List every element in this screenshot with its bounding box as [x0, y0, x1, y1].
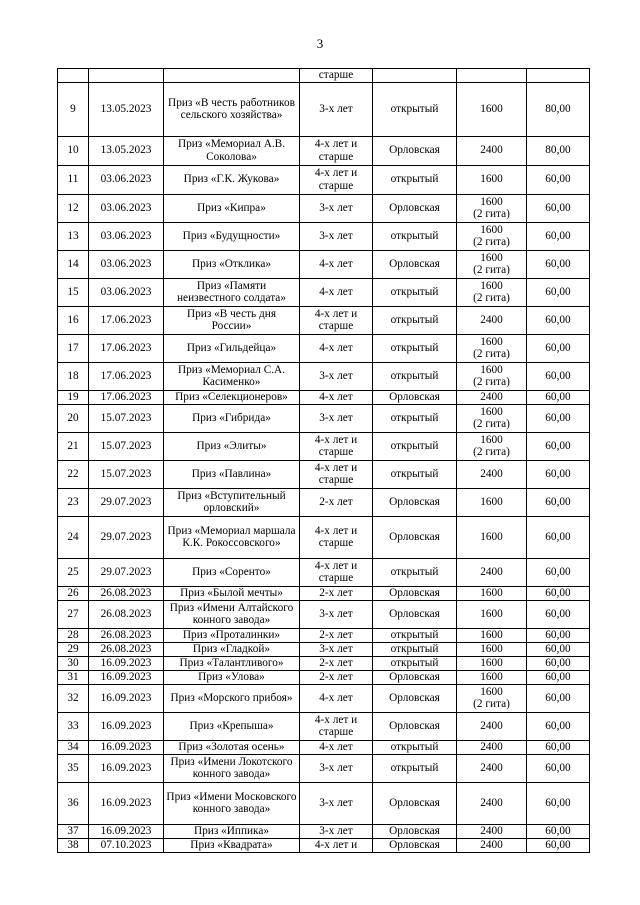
age-cell: 4-х лет и [300, 838, 373, 852]
row-number-cell: 21 [58, 432, 89, 460]
date-cell: 13.05.2023 [89, 136, 164, 165]
table-row [58, 390, 590, 404]
breed-cell: Орловская [373, 838, 457, 852]
breed-cell: Орловская [373, 586, 457, 600]
table-row [58, 712, 590, 740]
prize-sum-cell: 60,00 [527, 306, 590, 334]
age-cell: 4-х лет и старше [300, 558, 373, 586]
age-cell: 3-х лет [300, 82, 373, 136]
prize-sum-cell: 60,00 [527, 194, 590, 222]
date-cell: 16.09.2023 [89, 712, 164, 740]
age-cell: 4-х лет и старше [300, 136, 373, 165]
table-row [58, 600, 590, 628]
date-cell: 17.06.2023 [89, 390, 164, 404]
table-row [58, 824, 590, 838]
prize-sum-cell: 60,00 [527, 656, 590, 670]
prize-name-cell: Приз «Мемориал А.В. Соколова» [164, 136, 300, 165]
prize-name-cell: Приз «Имени Алтайского конного завода» [164, 600, 300, 628]
breed-cell: открытый [373, 222, 457, 250]
date-cell: 26.08.2023 [89, 586, 164, 600]
table-row [58, 306, 590, 334]
breed-cell: Орловская [373, 684, 457, 712]
prize-name-cell: Приз «В честь дня России» [164, 306, 300, 334]
prize-name-cell: Приз «Имени Локотского конного завода» [164, 754, 300, 782]
prize-name-cell: Приз «Золотая осень» [164, 740, 300, 754]
prize-name-cell: Приз «Вступительный орловский» [164, 488, 300, 516]
prize-sum-cell: 60,00 [527, 670, 590, 684]
date-cell: 17.06.2023 [89, 306, 164, 334]
row-number-cell: 38 [58, 838, 89, 852]
row-number-cell: 20 [58, 404, 89, 432]
table-row [58, 165, 590, 194]
breed-cell: Орловская [373, 782, 457, 824]
distance-cell: 1600 [457, 488, 527, 516]
prize-name-cell: Приз «Мемориал С.А. Касименко» [164, 362, 300, 390]
date-cell: 26.08.2023 [89, 642, 164, 656]
row-number-cell: 19 [58, 390, 89, 404]
table-row [58, 642, 590, 656]
distance-cell: 1600 [457, 600, 527, 628]
prize-name-cell: Приз «Былой мечты» [164, 586, 300, 600]
row-number-cell: 24 [58, 516, 89, 558]
distance-cell: 1600 [457, 656, 527, 670]
breed-cell: открытый [373, 740, 457, 754]
table-row [58, 628, 590, 642]
table-body [58, 69, 590, 853]
breed-cell: открытый [373, 306, 457, 334]
date-cell: 15.07.2023 [89, 432, 164, 460]
date-cell [89, 69, 164, 83]
page-number: 3 [316, 36, 324, 51]
distance-cell: 2400 [457, 740, 527, 754]
prize-name-cell: Приз «Г.К. Жукова» [164, 165, 300, 194]
distance-cell: 2400 [457, 838, 527, 852]
breed-cell: открытый [373, 334, 457, 362]
date-cell: 03.06.2023 [89, 278, 164, 306]
prize-name-cell: Приз «Памяти неизвестного солдата» [164, 278, 300, 306]
prize-sum-cell: 60,00 [527, 558, 590, 586]
prize-sum-cell: 60,00 [527, 362, 590, 390]
row-number-cell: 36 [58, 782, 89, 824]
prize-name-cell: Приз «Гладкой» [164, 642, 300, 656]
age-cell: 4-х лет и старше [300, 306, 373, 334]
table-row [58, 586, 590, 600]
distance-cell: 2400 [457, 306, 527, 334]
age-cell: 2-х лет [300, 656, 373, 670]
date-cell: 29.07.2023 [89, 516, 164, 558]
prize-sum-cell: 60,00 [527, 278, 590, 306]
distance-cell: 2400 [457, 782, 527, 824]
date-cell: 16.09.2023 [89, 754, 164, 782]
table-row [58, 362, 590, 390]
table-row [58, 488, 590, 516]
row-number-cell: 16 [58, 306, 89, 334]
prize-name-cell [164, 69, 300, 83]
distance-cell: 1600 [457, 670, 527, 684]
age-cell: старше [300, 69, 373, 83]
prize-sum-cell: 60,00 [527, 712, 590, 740]
distance-cell: 1600 (2 гита) [457, 222, 527, 250]
prize-name-cell: Приз «Гильдейца» [164, 334, 300, 362]
prize-name-cell: Приз «Отклика» [164, 250, 300, 278]
breed-cell: открытый [373, 460, 457, 488]
age-cell: 3-х лет [300, 404, 373, 432]
prize-sum-cell: 60,00 [527, 740, 590, 754]
date-cell: 13.05.2023 [89, 82, 164, 136]
table-row [58, 754, 590, 782]
date-cell: 03.06.2023 [89, 165, 164, 194]
distance-cell [457, 69, 527, 83]
table-row [58, 334, 590, 362]
date-cell: 17.06.2023 [89, 362, 164, 390]
distance-cell: 1600 [457, 586, 527, 600]
row-number-cell: 14 [58, 250, 89, 278]
breed-cell: открытый [373, 628, 457, 642]
breed-cell: открытый [373, 558, 457, 586]
row-number-cell: 32 [58, 684, 89, 712]
table-row [58, 558, 590, 586]
table-row [58, 432, 590, 460]
breed-cell: открытый [373, 754, 457, 782]
table-row [58, 69, 590, 83]
date-cell: 03.06.2023 [89, 194, 164, 222]
prize-sum-cell: 60,00 [527, 824, 590, 838]
age-cell: 3-х лет [300, 362, 373, 390]
date-cell: 16.09.2023 [89, 656, 164, 670]
age-cell: 4-х лет и старше [300, 432, 373, 460]
prize-name-cell: Приз «Элиты» [164, 432, 300, 460]
age-cell: 3-х лет [300, 824, 373, 838]
distance-cell: 1600 (2 гита) [457, 194, 527, 222]
breed-cell: открытый [373, 165, 457, 194]
prize-sum-cell: 60,00 [527, 838, 590, 852]
age-cell: 4-х лет [300, 684, 373, 712]
table-row [58, 222, 590, 250]
breed-cell [373, 69, 457, 83]
age-cell: 3-х лет [300, 194, 373, 222]
date-cell: 03.06.2023 [89, 222, 164, 250]
prize-sum-cell: 60,00 [527, 460, 590, 488]
age-cell: 4-х лет [300, 250, 373, 278]
breed-cell: Орловская [373, 600, 457, 628]
prize-name-cell: Приз «Квадрата» [164, 838, 300, 852]
prize-sum-cell: 60,00 [527, 586, 590, 600]
date-cell: 03.06.2023 [89, 250, 164, 278]
row-number-cell: 31 [58, 670, 89, 684]
prize-name-cell: Приз «Будущности» [164, 222, 300, 250]
table-row [58, 136, 590, 165]
table-row [58, 782, 590, 824]
distance-cell: 1600 (2 гита) [457, 334, 527, 362]
row-number-cell: 10 [58, 136, 89, 165]
date-cell: 16.09.2023 [89, 684, 164, 712]
row-number-cell: 27 [58, 600, 89, 628]
date-cell: 16.09.2023 [89, 670, 164, 684]
table-row [58, 838, 590, 852]
age-cell: 2-х лет [300, 488, 373, 516]
breed-cell: открытый [373, 278, 457, 306]
distance-cell: 2400 [457, 824, 527, 838]
prize-name-cell: Приз «Селекционеров» [164, 390, 300, 404]
prize-name-cell: Приз «Морского прибоя» [164, 684, 300, 712]
age-cell: 2-х лет [300, 628, 373, 642]
prize-sum-cell: 60,00 [527, 222, 590, 250]
table-row [58, 82, 590, 136]
prize-name-cell: Приз «Имени Московского конного завода» [164, 782, 300, 824]
distance-cell: 2400 [457, 754, 527, 782]
row-number-cell: 29 [58, 642, 89, 656]
row-number-cell: 23 [58, 488, 89, 516]
breed-cell: открытый [373, 82, 457, 136]
row-number-cell: 9 [58, 82, 89, 136]
breed-cell: открытый [373, 642, 457, 656]
age-cell: 4-х лет [300, 390, 373, 404]
prize-name-cell: Приз «Соренто» [164, 558, 300, 586]
table-row [58, 250, 590, 278]
distance-cell: 2400 [457, 460, 527, 488]
distance-cell: 1600 [457, 82, 527, 136]
age-cell: 4-х лет и старше [300, 460, 373, 488]
table-row [58, 670, 590, 684]
prize-sum-cell: 60,00 [527, 516, 590, 558]
distance-cell: 1600 (2 гита) [457, 278, 527, 306]
date-cell: 15.07.2023 [89, 460, 164, 488]
age-cell: 3-х лет [300, 642, 373, 656]
distance-cell: 1600 [457, 628, 527, 642]
prize-sum-cell: 60,00 [527, 600, 590, 628]
prize-sum-cell: 60,00 [527, 684, 590, 712]
age-cell: 4-х лет и старше [300, 712, 373, 740]
date-cell: 15.07.2023 [89, 404, 164, 432]
table-row [58, 656, 590, 670]
age-cell: 4-х лет и старше [300, 516, 373, 558]
prize-name-cell: Приз «Павлина» [164, 460, 300, 488]
distance-cell: 1600 (2 гита) [457, 432, 527, 460]
prize-name-cell: Приз «Крепыша» [164, 712, 300, 740]
row-number-cell: 12 [58, 194, 89, 222]
date-cell: 17.06.2023 [89, 334, 164, 362]
age-cell: 3-х лет [300, 222, 373, 250]
row-number-cell: 11 [58, 165, 89, 194]
date-cell: 16.09.2023 [89, 740, 164, 754]
distance-cell: 2400 [457, 136, 527, 165]
row-number-cell: 34 [58, 740, 89, 754]
breed-cell: Орловская [373, 824, 457, 838]
table-row [58, 516, 590, 558]
distance-cell: 1600 (2 гита) [457, 404, 527, 432]
age-cell: 2-х лет [300, 586, 373, 600]
age-cell: 3-х лет [300, 754, 373, 782]
prize-sum-cell: 80,00 [527, 136, 590, 165]
row-number-cell: 22 [58, 460, 89, 488]
row-number-cell: 35 [58, 754, 89, 782]
distance-cell: 1600 (2 гита) [457, 250, 527, 278]
prize-sum-cell: 60,00 [527, 432, 590, 460]
prize-sum-cell: 60,00 [527, 390, 590, 404]
breed-cell: Орловская [373, 516, 457, 558]
prize-sum-cell: 60,00 [527, 628, 590, 642]
row-number-cell: 18 [58, 362, 89, 390]
distance-cell: 1600 [457, 165, 527, 194]
distance-cell: 2400 [457, 558, 527, 586]
row-number-cell: 15 [58, 278, 89, 306]
prize-name-cell: Приз «В честь работников сельского хозяйства» [164, 82, 300, 136]
date-cell: 29.07.2023 [89, 488, 164, 516]
breed-cell: Орловская [373, 390, 457, 404]
breed-cell: Орловская [373, 250, 457, 278]
prize-name-cell: Приз «Иппика» [164, 824, 300, 838]
breed-cell: Орловская [373, 712, 457, 740]
breed-cell: открытый [373, 404, 457, 432]
distance-cell: 2400 [457, 390, 527, 404]
age-cell: 4-х лет [300, 740, 373, 754]
prize-name-cell: Приз «Мемориал маршала К.К. Рокоссовского» [164, 516, 300, 558]
date-cell: 26.08.2023 [89, 628, 164, 642]
age-cell: 2-х лет [300, 670, 373, 684]
row-number-cell [58, 69, 89, 83]
breed-cell: открытый [373, 362, 457, 390]
prize-sum-cell: 60,00 [527, 642, 590, 656]
prize-sum-cell [527, 69, 590, 83]
prize-sum-cell: 60,00 [527, 754, 590, 782]
breed-cell: открытый [373, 432, 457, 460]
row-number-cell: 17 [58, 334, 89, 362]
table-row [58, 684, 590, 712]
row-number-cell: 30 [58, 656, 89, 670]
table-row [58, 460, 590, 488]
table-row [58, 194, 590, 222]
breed-cell: Орловская [373, 136, 457, 165]
prize-name-cell: Приз «Кипра» [164, 194, 300, 222]
table-row [58, 278, 590, 306]
breed-cell: Орловская [373, 194, 457, 222]
date-cell: 07.10.2023 [89, 838, 164, 852]
table-row [58, 404, 590, 432]
breed-cell: Орловская [373, 670, 457, 684]
distance-cell: 1600 [457, 516, 527, 558]
date-cell: 16.09.2023 [89, 782, 164, 824]
date-cell: 29.07.2023 [89, 558, 164, 586]
date-cell: 26.08.2023 [89, 600, 164, 628]
age-cell: 4-х лет [300, 278, 373, 306]
table-row [58, 740, 590, 754]
row-number-cell: 25 [58, 558, 89, 586]
distance-cell: 2400 [457, 712, 527, 740]
prize-sum-cell: 60,00 [527, 250, 590, 278]
row-number-cell: 33 [58, 712, 89, 740]
prize-name-cell: Приз «Проталинки» [164, 628, 300, 642]
date-cell: 16.09.2023 [89, 824, 164, 838]
prize-sum-cell: 80,00 [527, 82, 590, 136]
prize-sum-cell: 60,00 [527, 404, 590, 432]
prize-sum-cell: 60,00 [527, 488, 590, 516]
prize-name-cell: Приз «Улова» [164, 670, 300, 684]
distance-cell: 1600 [457, 642, 527, 656]
prize-sum-cell: 60,00 [527, 334, 590, 362]
row-number-cell: 37 [58, 824, 89, 838]
age-cell: 3-х лет [300, 600, 373, 628]
prize-schedule-table [57, 68, 590, 853]
row-number-cell: 13 [58, 222, 89, 250]
prize-sum-cell: 60,00 [527, 782, 590, 824]
age-cell: 4-х лет [300, 334, 373, 362]
breed-cell: открытый [373, 656, 457, 670]
prize-name-cell: Приз «Гибрида» [164, 404, 300, 432]
breed-cell: Орловская [373, 488, 457, 516]
row-number-cell: 26 [58, 586, 89, 600]
prize-name-cell: Приз «Талантливого» [164, 656, 300, 670]
age-cell: 4-х лет и старше [300, 165, 373, 194]
age-cell: 3-х лет [300, 782, 373, 824]
distance-cell: 1600 (2 гита) [457, 362, 527, 390]
distance-cell: 1600 (2 гита) [457, 684, 527, 712]
row-number-cell: 28 [58, 628, 89, 642]
prize-sum-cell: 60,00 [527, 165, 590, 194]
